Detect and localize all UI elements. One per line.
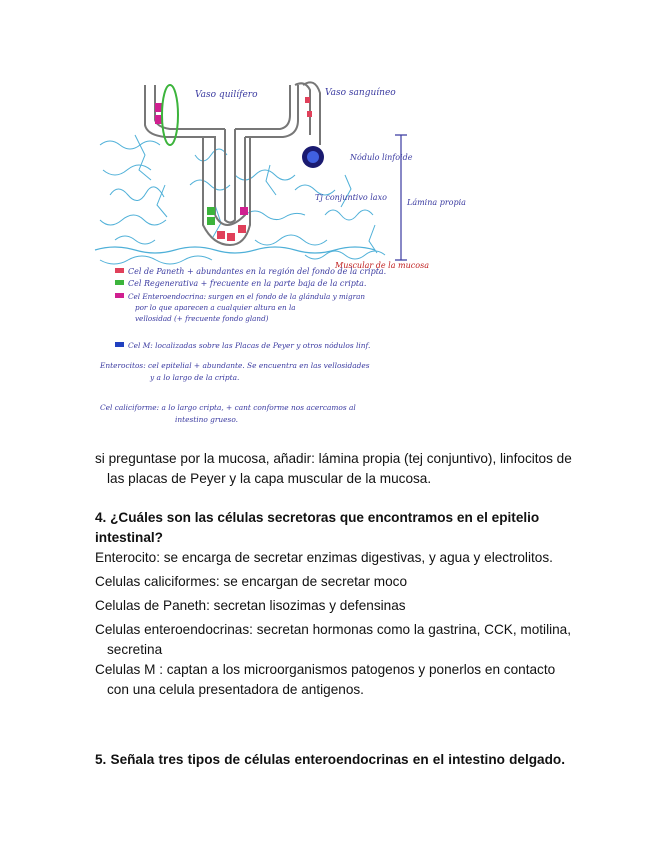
legend-swatch-cel-m: [115, 342, 124, 347]
note-enterocitos: [99, 361, 372, 382]
label-nodulo-linfoide: Nódulo linfoide: [350, 153, 413, 162]
label-vaso-quilifero: Vaso quilífero: [195, 90, 258, 100]
legend-swatch-paneth: [115, 268, 124, 273]
legend-swatch-enteroendocrina: [115, 293, 124, 298]
legend-text-enteroendocrina: [128, 292, 367, 323]
question-5-heading: 5. Señala tres tipos de células enteroendocrinas en el intestino delgado.: [95, 752, 565, 767]
figure-legend: [115, 267, 386, 350]
legend-text-enteroendocrina-l2: por lo que aparecen a cualquier altura en la: [135, 303, 296, 312]
legend-swatch-regenerativa: [115, 280, 124, 285]
note-caliciforme-l2: intestino grueso.: [175, 415, 239, 424]
histology-drawing: [95, 75, 466, 445]
answer-celulas-m: Celulas M : captan a los microorganismos patogenos y ponerlos en contacto con una celula presentadora de antigenos.: [95, 662, 556, 697]
histology-drawing-svg: [95, 75, 466, 445]
legend-text-cel-m: Cel M: localizadas sobre las Placas de Peyer y otros nódulos linf.: [128, 341, 371, 350]
note-caliciforme: [100, 403, 358, 424]
answer-enteroendocrinas: Celulas enteroendocrinas: secretan hormonas como la gastrina, CCK, motilina, secretina: [95, 622, 572, 657]
question-4-heading: 4. ¿Cuáles son las células secretoras que encontramos en el epitelio intestinal?: [95, 510, 540, 545]
legend-text-enteroendocrina-l3: vellosidad (+ frecuente fondo gland): [135, 314, 269, 323]
legend-text-enteroendocrina-l1: Cel Enteroendocrina: surgen en el fondo de la glándula y migran: [128, 292, 365, 301]
answer-paneth: Celulas de Paneth: secretan lisozimas y defensinas: [95, 598, 406, 613]
note-caliciforme-l1: Cel caliciforme: a lo largo cripta, + cant conforme nos acercamos al: [100, 403, 356, 412]
legend-text-regenerativa: Cel Regenerativa + frecuente en la parte baja de la cripta.: [128, 279, 367, 288]
label-tej-conjuntivo: Tj conjuntivo laxo: [315, 193, 387, 202]
note-enterocitos-l1: Enterocitos: cel epitelial + abundante. Se encuentra en las vellosidades: [100, 361, 370, 370]
answer-enterocito: Enterocito: se encarga de secretar enzimas digestivas, y agua y electrolitos.: [95, 550, 553, 565]
lymphoid-nodule: [302, 146, 324, 168]
villus: [145, 85, 298, 225]
note-enterocitos-l2: y a lo largo de la cripta.: [150, 373, 240, 382]
label-vaso-sanguineo: Vaso sanguíneo: [325, 88, 396, 98]
legend-text-paneth: Cel de Paneth + abundantes en la región del fondo de la cripta.: [128, 267, 387, 276]
label-muscular-mucosa: Muscular de la mucosa: [335, 261, 429, 270]
answer-caliciformes: Celulas caliciformes: se encargan de secretar moco: [95, 574, 408, 589]
muscularis-mucosae: [95, 247, 375, 253]
mucosa-note-paragraph: si preguntase por la mucosa, añadir: lámina propia (tej conjuntivo), linfocitos de las placas de Peyer y la capa muscular de la mucosa.: [95, 451, 572, 486]
label-lamina-propia: Lámina propia: [407, 198, 466, 207]
